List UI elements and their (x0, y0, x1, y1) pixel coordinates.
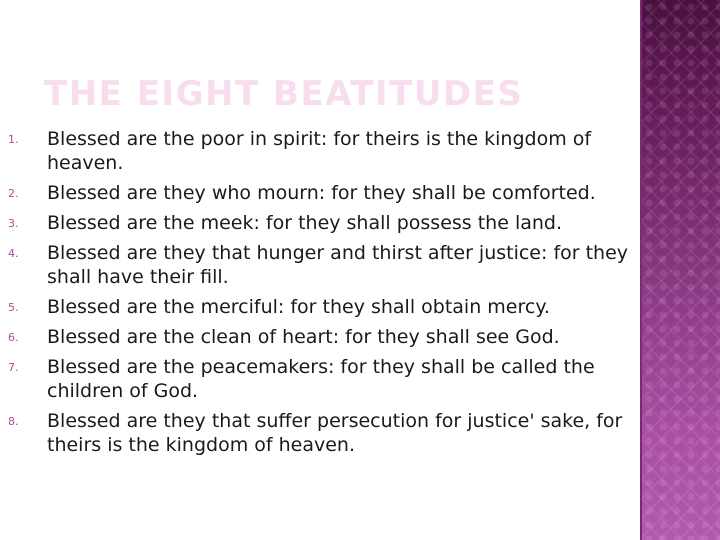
list-item-text: Blessed are the poor in spirit: for theirs is the kingdom of heaven. (47, 128, 592, 174)
list-item-text: Blessed are the merciful: for they shall obtain mercy. (47, 296, 550, 318)
list-item (0, 409, 636, 457)
list-item-text: Blessed are the meek: for they shall possess the land. (47, 212, 563, 234)
list-item (0, 181, 636, 205)
list-item-number: 8. (8, 415, 19, 428)
list-item-number: 6. (8, 331, 19, 344)
list-item (0, 355, 636, 403)
list-item-text: Blessed are they that suffer persecution for justice' sake, for theirs is the kingdom of heaven. (47, 410, 623, 456)
list-item-number: 4. (8, 247, 19, 260)
list-item (0, 241, 636, 289)
list-item (0, 211, 636, 235)
list-item-number: 7. (8, 361, 19, 374)
list-item-text: Blessed are they who mourn: for they shall be comforted. (47, 182, 596, 204)
list-item-number: 3. (8, 217, 19, 230)
list-item-number: 2. (8, 187, 19, 200)
list-item-number: 5. (8, 301, 19, 314)
list-item-text: Blessed are the clean of heart: for they shall see God. (47, 326, 560, 348)
slide-title: THE EIGHT BEATITUDES (44, 74, 524, 114)
list-item-text: Blessed are the peacemakers: for they shall be called the children of God. (47, 356, 595, 402)
list-item (0, 325, 636, 349)
list-item-number: 1. (8, 133, 19, 146)
beatitudes-list (0, 127, 636, 463)
list-item (0, 295, 636, 319)
decorative-side-panel (642, 0, 720, 540)
list-item (0, 127, 636, 175)
list-item-text: Blessed are they that hunger and thirst after justice: for they shall have their fill. (47, 242, 629, 288)
